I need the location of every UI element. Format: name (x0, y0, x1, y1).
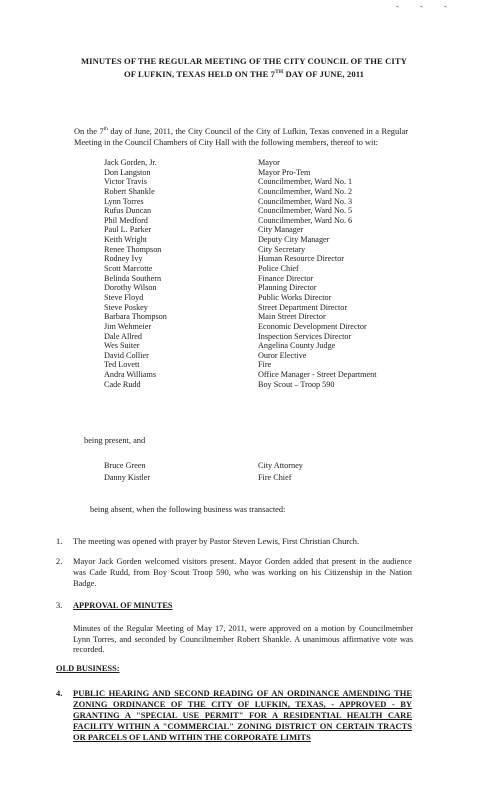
member-title: Public Works Director (258, 292, 332, 302)
member-name: Danny Kistler (104, 473, 151, 482)
being-present-label: being present, and (84, 436, 146, 445)
member-row (104, 370, 404, 380)
member-row (104, 264, 404, 274)
item-text: The meeting was opened with prayer by Pastor Steven Lewis, First Christian Church. (73, 537, 360, 546)
member-row (104, 322, 404, 332)
agenda-item-3 (56, 600, 412, 611)
member-row (104, 472, 404, 484)
member-title: City Secretary (258, 244, 306, 254)
member-title: Human Resource Director (258, 254, 344, 264)
item-number: 3. (56, 601, 63, 610)
member-title: Main Street Director (258, 312, 326, 322)
member-row (104, 225, 404, 235)
agenda-item-4 (56, 688, 412, 743)
intro-pre: On the 7 (74, 126, 104, 136)
member-name: Jim Wehmeier (104, 321, 152, 331)
member-title: Boy Scout – Troop 590 (258, 379, 335, 389)
item-number: 4. (56, 688, 63, 698)
member-title: Deputy City Manager (258, 235, 330, 245)
item-text: PUBLIC HEARING AND SECOND READING OF AN ORDINANCE AMENDING THE ZONING ORDINANCE OF THE CITY OF LUFKIN, TEXAS, - APPROVED - BY GRANTING A "SPECIAL USE PERMIT" FOR A RESIDENTIAL HEALTH CARE FACILITY WITHIN A "COMMERCIAL" ZONING DISTRICT ON CERTAIN TRACTS OR PARCELS OF LAND WITHIN THE CORPORATE LIMITS (73, 688, 412, 742)
member-name: Ted Lovett (104, 360, 140, 370)
member-title: Ouror Elective (258, 350, 307, 360)
member-title: City Manager (258, 225, 304, 235)
item-number: 1. (56, 537, 63, 546)
member-row (104, 197, 404, 207)
member-row (104, 332, 404, 342)
member-name: Robert Shankle (104, 186, 155, 196)
member-name: Steve Poskey (104, 302, 148, 312)
member-name: Belinda Southern (104, 273, 162, 283)
member-row (104, 293, 404, 303)
member-row (104, 254, 404, 264)
title-line-2-pre: OF LUFKIN, TEXAS HELD ON THE 7 (123, 68, 276, 79)
member-name: Renee Thompson (104, 244, 162, 254)
member-name: Barbara Thompson (104, 312, 167, 322)
item-number: 2. (56, 557, 63, 566)
title-line-2 (72, 67, 416, 80)
scan-mark: - (420, 2, 423, 11)
title-superscript: TH (275, 69, 284, 75)
intro-post: day of June, 2011, the City Council of the City of Lufkin, Texas convened in a Regular Meeting in the Council Chambers of City Hall with the following members, thereof to wit: (74, 126, 408, 147)
member-row (104, 380, 404, 390)
minutes-title (72, 56, 416, 80)
being-absent-label: being absent, when the following business was transacted: (90, 505, 286, 514)
member-row (104, 177, 404, 187)
member-name: Cade Rudd (104, 379, 141, 389)
member-name: Lynn Torres (104, 196, 144, 206)
member-title: Office Manager - Street Department (258, 370, 377, 380)
agenda-item-1 (56, 536, 412, 547)
member-title: Finance Director (258, 273, 314, 283)
member-title: Mayor (258, 158, 280, 167)
member-name: Rufus Duncan (104, 206, 152, 216)
member-row (104, 274, 404, 284)
member-row (104, 168, 404, 178)
member-name: Steve Floyd (104, 292, 144, 302)
member-name: Dale Allred (104, 331, 142, 341)
member-title: Councilmember, Ward No. 3 (258, 196, 353, 206)
present-members-list (104, 158, 404, 389)
member-title: Angelina County Judge (258, 341, 336, 351)
member-name: Andra Williams (104, 370, 157, 380)
member-row (104, 206, 404, 216)
member-name: Victor Travis (104, 177, 147, 187)
member-name: Phil Medford (104, 215, 148, 225)
member-title: Street Department Director (258, 302, 348, 312)
intro-superscript: th (103, 126, 108, 132)
scan-mark: - (444, 2, 447, 11)
member-row (104, 303, 404, 313)
intro-paragraph (74, 124, 408, 148)
member-title: Mayor Pro-Tem (258, 167, 311, 177)
member-title: Fire Chief (258, 473, 292, 482)
member-row (104, 245, 404, 255)
member-title: Inspection Services Director (258, 331, 352, 341)
member-row (104, 360, 404, 370)
member-title: Councilmember, Ward No. 1 (258, 177, 353, 187)
member-name: David Collier (104, 350, 149, 360)
agenda-item-2 (56, 556, 412, 589)
item-heading: APPROVAL OF MINUTES (73, 601, 173, 610)
member-name: Dorothy Wilson (104, 283, 157, 293)
member-title: Police Chief (258, 264, 299, 274)
member-title: Planning Director (258, 283, 317, 293)
member-title: Councilmember, Ward No. 5 (258, 206, 353, 216)
member-name: Jack Gorden, Jr. (104, 158, 157, 167)
title-line-2-post: DAY OF JUNE, 2011 (283, 68, 365, 79)
member-row (104, 351, 404, 361)
member-title: City Attorney (258, 461, 303, 470)
member-row (104, 235, 404, 245)
member-name: Paul L. Parker (104, 225, 152, 235)
member-row (104, 216, 404, 226)
member-row (104, 341, 404, 351)
member-row (104, 283, 404, 293)
absent-members-list (104, 460, 404, 484)
member-name: Bruce Green (104, 461, 146, 470)
member-name: Keith Wright (104, 235, 147, 245)
scan-mark: - (396, 2, 399, 11)
member-name: Rodney Ivy (104, 254, 143, 264)
member-title: Councilmember, Ward No. 6 (258, 215, 353, 225)
old-business-heading: OLD BUSINESS: (56, 664, 120, 673)
member-row (104, 460, 404, 472)
member-name: Scott Marcotte (104, 264, 153, 274)
minutes-approval-paragraph: Minutes of the Regular Meeting of May 17, 2011, were approved on a motion by Councilmember Lynn Torres, and seconded by Councilmember Robert Shankle. A unanimous affirmative vote was recorded. (73, 624, 413, 654)
member-title: Fire (258, 360, 272, 370)
member-row (104, 312, 404, 322)
member-title: Economic Development Director (258, 321, 367, 331)
member-row (104, 158, 404, 168)
member-row (104, 187, 404, 197)
title-line-1: MINUTES OF THE REGULAR MEETING OF THE CITY COUNCIL OF THE CITY (80, 56, 408, 66)
member-name: Don Langston (104, 167, 151, 177)
member-name: Wes Suiter (104, 341, 140, 351)
item-text: Mayor Jack Gorden welcomed visitors present. Mayor Gorden added that present in the audience was Cade Rudd, from Boy Scout Troop 590, who was working on his Citizenship in the Nation Badge. (73, 557, 412, 588)
member-title: Councilmember, Ward No. 2 (258, 186, 353, 196)
